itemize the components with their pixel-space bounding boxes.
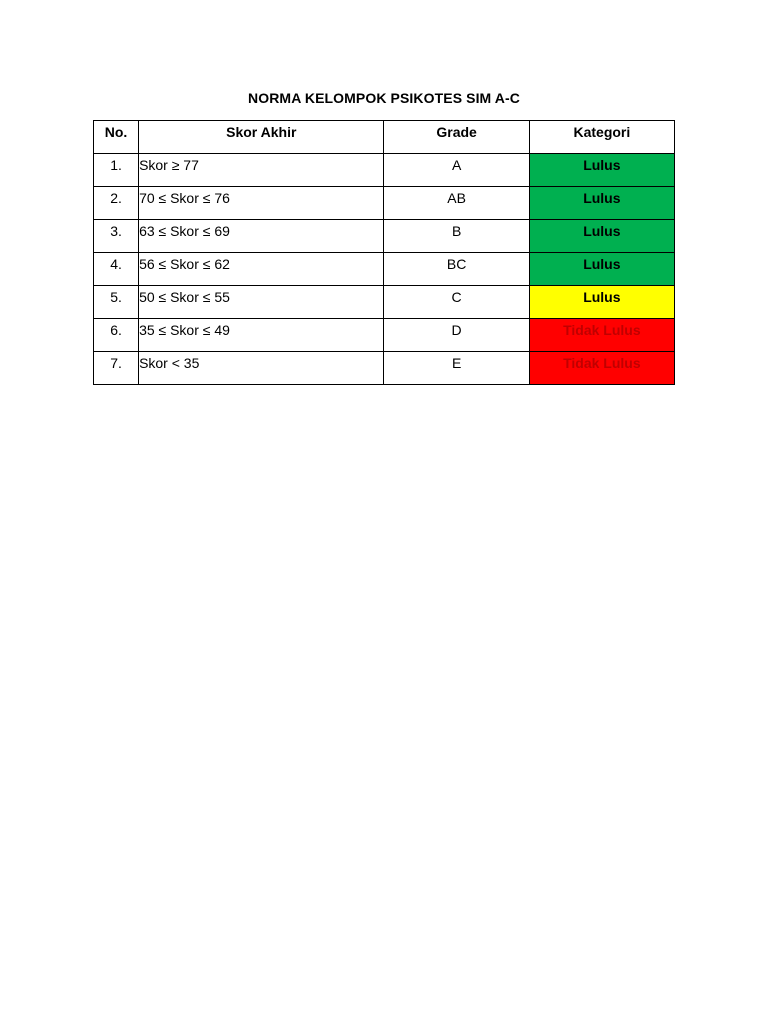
cell-grade: AB xyxy=(384,187,529,220)
header-grade: Grade xyxy=(384,121,529,154)
cell-skor: 50 ≤ Skor ≤ 55 xyxy=(139,286,384,319)
cell-grade: E xyxy=(384,352,529,385)
cell-grade: A xyxy=(384,154,529,187)
cell-no: 3. xyxy=(94,220,139,253)
cell-skor: 56 ≤ Skor ≤ 62 xyxy=(139,253,384,286)
table-row xyxy=(94,154,675,187)
table-row xyxy=(94,319,675,352)
cell-grade: B xyxy=(384,220,529,253)
cell-no: 5. xyxy=(94,286,139,319)
document-title: NORMA KELOMPOK PSIKOTES SIM A-C xyxy=(248,90,520,106)
table-row xyxy=(94,253,675,286)
header-kategori: Kategori xyxy=(529,121,674,154)
table-row xyxy=(94,286,675,319)
cell-no: 1. xyxy=(94,154,139,187)
cell-skor: 70 ≤ Skor ≤ 76 xyxy=(139,187,384,220)
table-row xyxy=(94,187,675,220)
cell-no: 7. xyxy=(94,352,139,385)
cell-kategori: Lulus xyxy=(529,253,674,286)
cell-no: 2. xyxy=(94,187,139,220)
cell-kategori: Tidak Lulus xyxy=(529,319,674,352)
cell-skor: Skor ≥ 77 xyxy=(139,154,384,187)
header-no: No. xyxy=(94,121,139,154)
header-skor-akhir: Skor Akhir xyxy=(139,121,384,154)
table-row xyxy=(94,220,675,253)
cell-grade: D xyxy=(384,319,529,352)
cell-skor: 63 ≤ Skor ≤ 69 xyxy=(139,220,384,253)
cell-no: 4. xyxy=(94,253,139,286)
cell-skor: 35 ≤ Skor ≤ 49 xyxy=(139,319,384,352)
cell-kategori: Lulus xyxy=(529,154,674,187)
cell-kategori: Lulus xyxy=(529,286,674,319)
table-row xyxy=(94,352,675,385)
table-header xyxy=(94,121,675,154)
cell-kategori: Lulus xyxy=(529,220,674,253)
header-row xyxy=(94,121,675,154)
cell-no: 6. xyxy=(94,319,139,352)
table-body xyxy=(94,154,675,385)
cell-grade: BC xyxy=(384,253,529,286)
cell-skor: Skor < 35 xyxy=(139,352,384,385)
cell-kategori: Lulus xyxy=(529,187,674,220)
cell-kategori: Tidak Lulus xyxy=(529,352,674,385)
cell-grade: C xyxy=(384,286,529,319)
norma-table xyxy=(93,120,675,385)
